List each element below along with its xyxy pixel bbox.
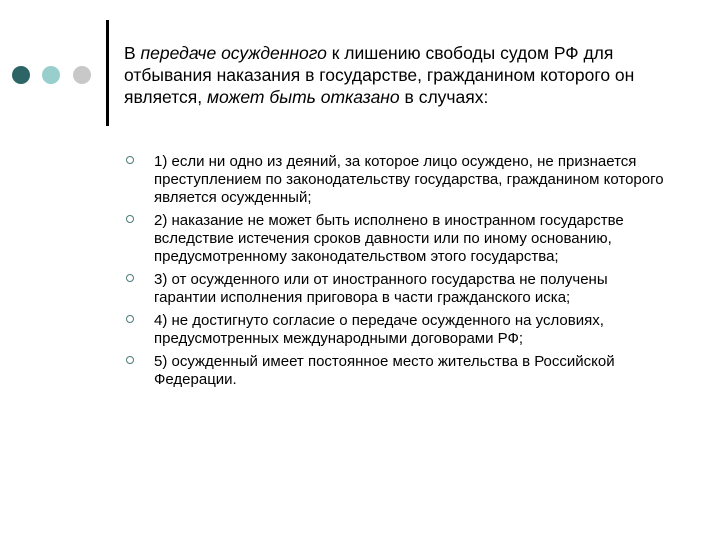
- list-item: [126, 271, 666, 307]
- list-item-text: 4) не достигнуто согласие о передаче осужденного на условиях, предусмотренных международными договорами РФ;: [154, 312, 604, 347]
- list-item: [126, 353, 666, 389]
- vertical-divider: [106, 20, 109, 126]
- conditions-list: [126, 153, 666, 394]
- list-item-text: 3) от осужденного или от иностранного государства не получены гарантии исполнения приговора в части гражданского иска;: [154, 271, 608, 306]
- title-emphasis-transfer: передаче осужденного: [140, 43, 327, 63]
- hollow-circle-bullet-icon: [126, 315, 134, 323]
- hollow-circle-bullet-icon: [126, 156, 134, 164]
- list-item: [126, 212, 666, 266]
- hollow-circle-bullet-icon: [126, 356, 134, 364]
- decorative-dot-light-teal-icon: [42, 66, 60, 84]
- list-item: [126, 312, 666, 348]
- hollow-circle-bullet-icon: [126, 274, 134, 282]
- decorative-dot-gray-icon: [73, 66, 91, 84]
- decorative-dot-dark-teal-icon: [12, 66, 30, 84]
- title-emphasis-refusal: может быть отказано: [206, 87, 400, 107]
- title-text-part3: к лишению свободы судом РФ для отбывания наказания в государстве, гражданином которого он является,: [124, 43, 635, 107]
- list-item-text: 2) наказание не может быть исполнено в иностранном государстве вследствие истечения сроков давности или по иному основанию, предусмотренному законодательством этого государства;: [154, 212, 624, 265]
- list-item-text: 1) если ни одно из деяний, за которое лицо осуждено, не признается преступлением по законодательству государства, гражданином которого является осужденный;: [154, 153, 664, 206]
- title-text-part1: В: [124, 43, 141, 63]
- list-item-text: 5) осужденный имеет постоянное место жительства в Российской Федерации.: [154, 353, 615, 388]
- title-text-part5: в случаях:: [399, 87, 489, 107]
- slide-title: [124, 42, 694, 108]
- list-item: [126, 153, 666, 207]
- hollow-circle-bullet-icon: [126, 215, 134, 223]
